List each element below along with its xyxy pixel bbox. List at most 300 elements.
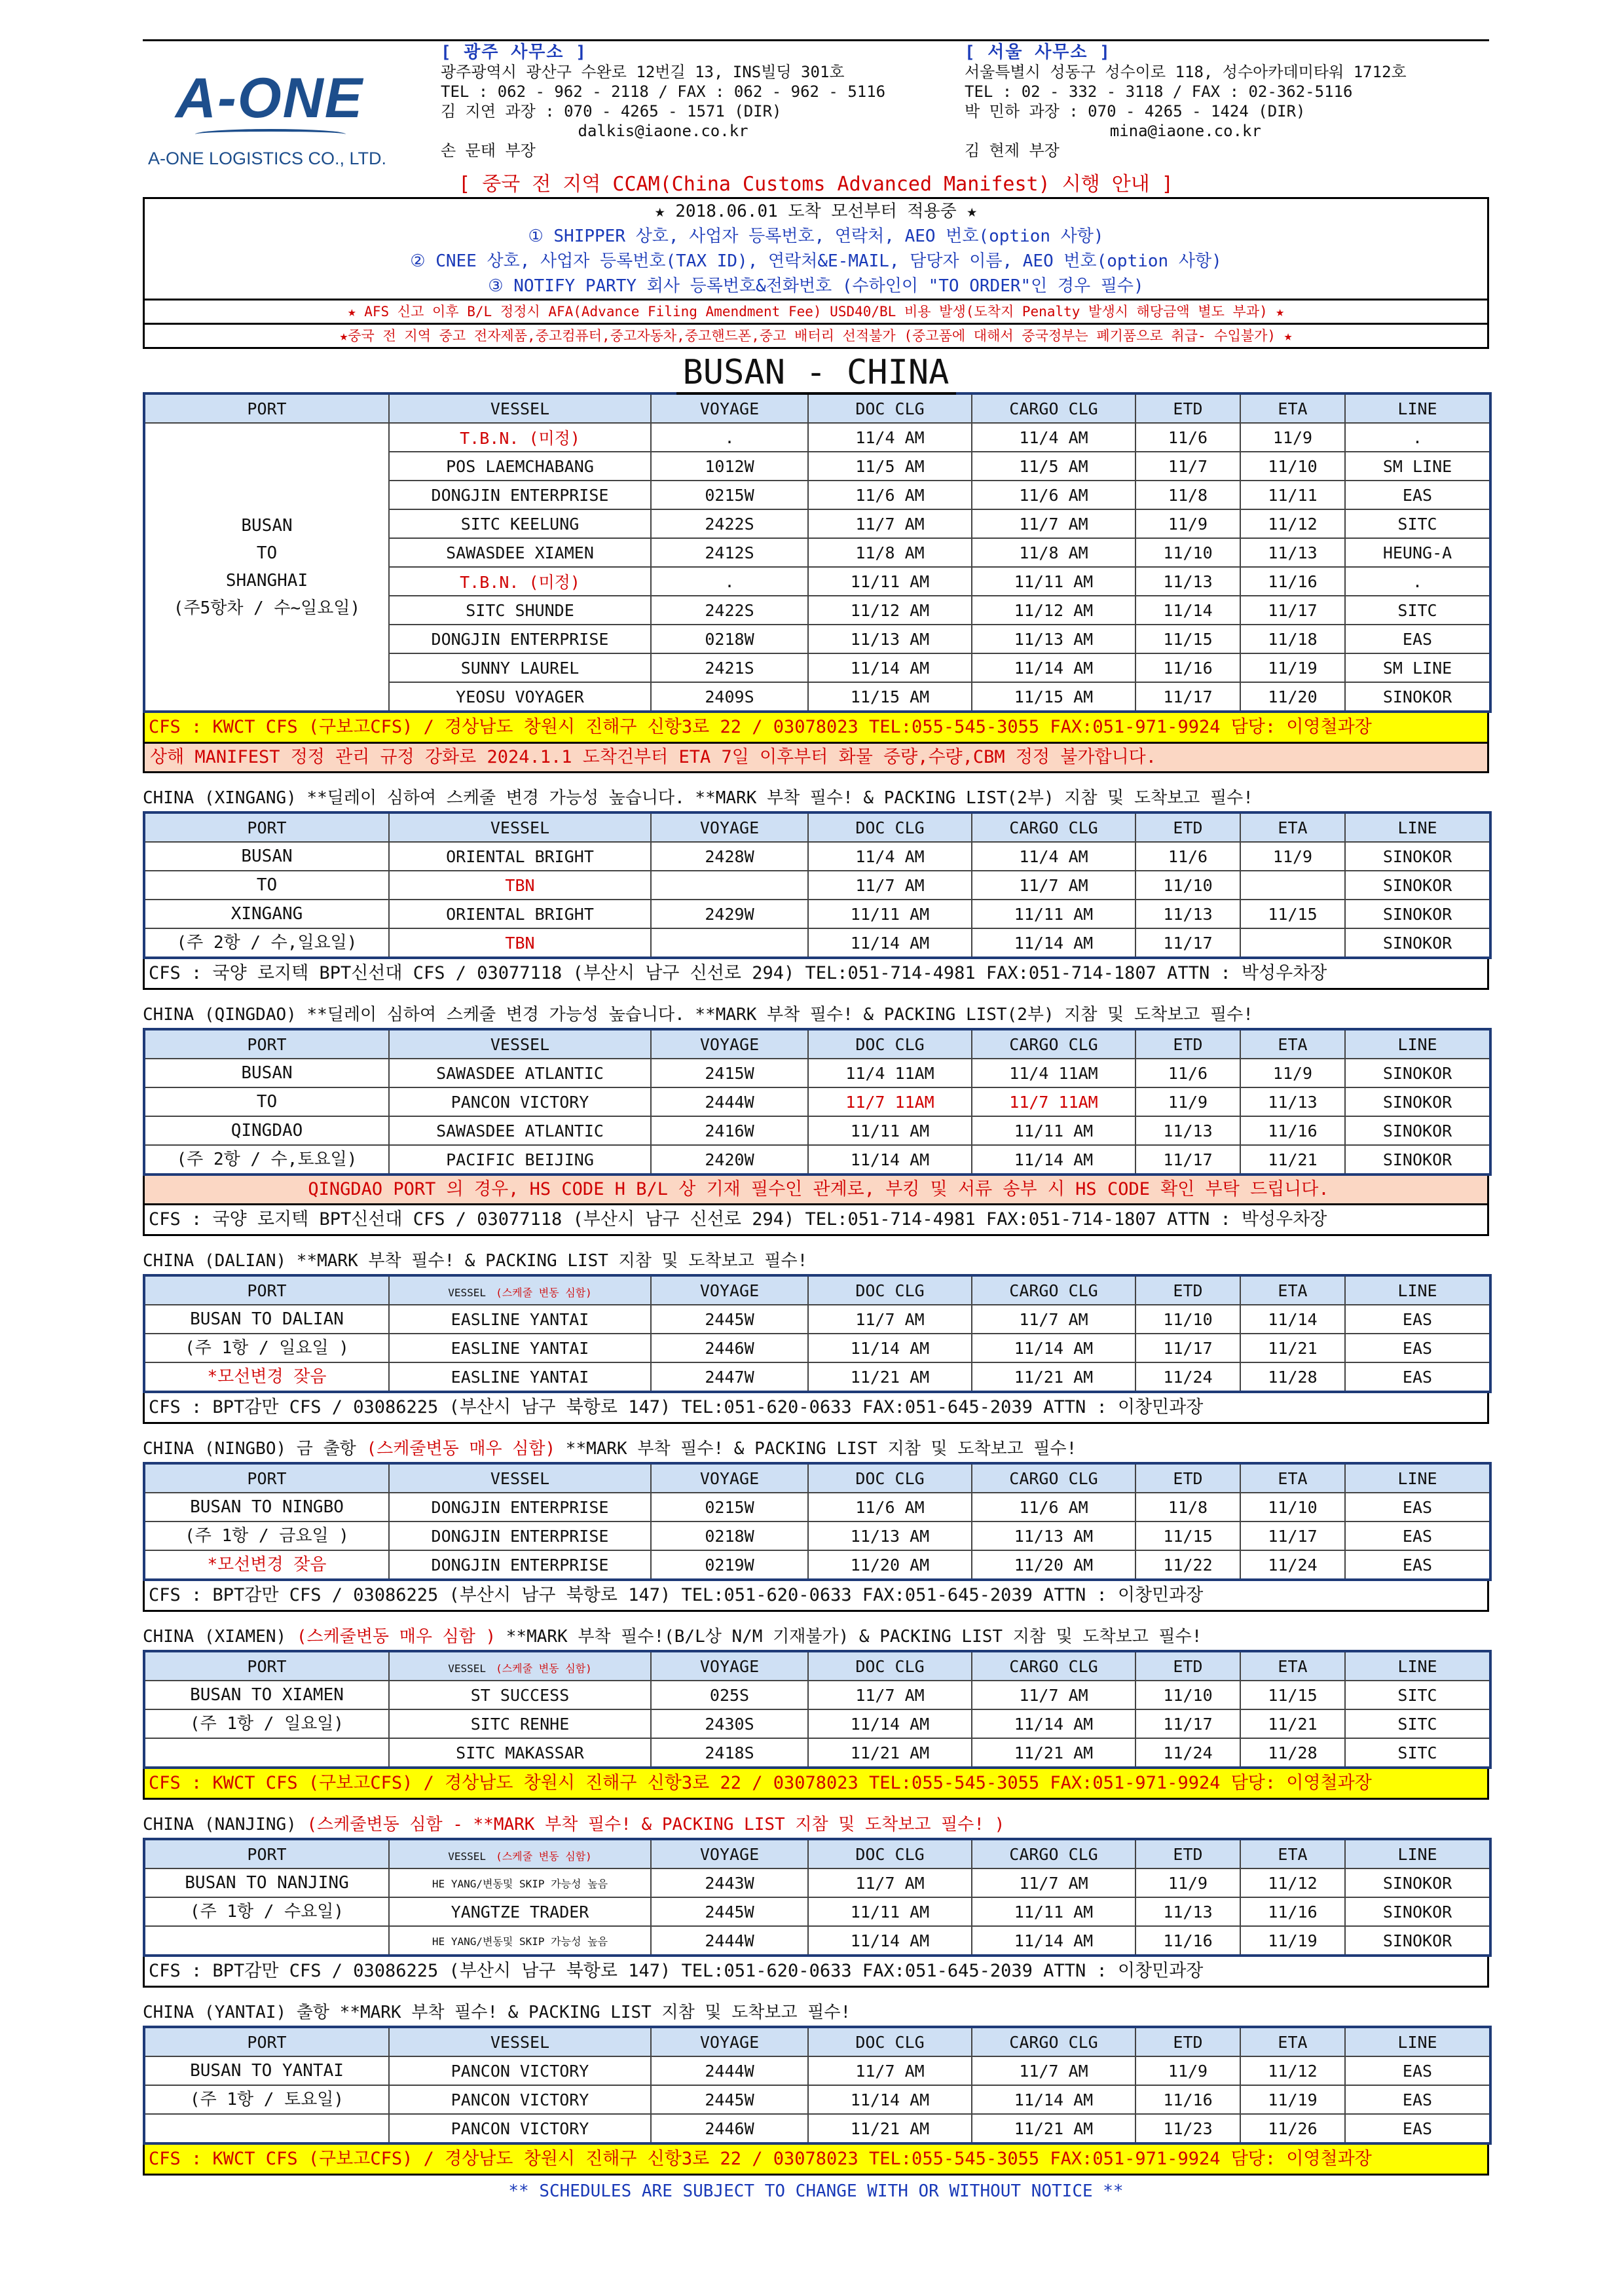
line-cell: SINOKOR xyxy=(1345,1087,1490,1116)
doc-cell: 11/11 AM xyxy=(808,1897,972,1926)
etd-cell: 11/22 xyxy=(1135,1550,1240,1580)
col-voyage: VOYAGE xyxy=(651,2027,808,2056)
vessel-cell: SITC RENHE xyxy=(389,1709,651,1738)
doc-cell: 11/6 AM xyxy=(808,481,972,509)
vessel-cell: YANGTZE TRADER xyxy=(389,1897,651,1926)
qingdao-schedule-table xyxy=(143,1028,1492,1176)
port-cell xyxy=(144,2114,389,2143)
doc-cell: 11/11 AM xyxy=(808,900,972,928)
col-eta: ETA xyxy=(1240,812,1345,842)
col-eta: ETA xyxy=(1240,1651,1345,1681)
section-title-note: (스케줄변동 매우 심함) xyxy=(366,1439,556,1459)
xiamen-schedule-table xyxy=(143,1650,1492,1769)
voyage-cell: 0218W xyxy=(651,1522,808,1550)
col-etd: ETD xyxy=(1135,1463,1240,1493)
vessel-cell: TBN xyxy=(389,928,651,958)
dalian-schedule-table xyxy=(143,1274,1492,1393)
logo-caption: A-ONE LOGISTICS CO., LTD. xyxy=(148,149,387,168)
doc-cell: 11/11 AM xyxy=(808,1116,972,1145)
etd-cell: 11/14 xyxy=(1135,596,1240,625)
line-cell: SINOKOR xyxy=(1345,1145,1490,1175)
line-cell: SINOKOR xyxy=(1345,1897,1490,1926)
etd-cell: 11/8 xyxy=(1135,1493,1240,1522)
vessel-cell: DONGJIN ENTERPRISE xyxy=(389,481,651,509)
vessel-cell: PANCON VICTORY xyxy=(389,2114,651,2143)
etd-cell: 11/6 xyxy=(1135,423,1240,452)
eta-cell: 11/17 xyxy=(1240,596,1345,625)
vessel-cell: HE YANG/변동및 SKIP 가능성 높음 xyxy=(389,1868,651,1897)
etd-cell: 11/10 xyxy=(1135,871,1240,900)
cargo-cell: 11/7 AM xyxy=(972,871,1135,900)
voyage-cell: 2446W xyxy=(651,2114,808,2143)
doc-cell: 11/7 AM xyxy=(808,1305,972,1334)
cfs-info: CFS : BPT감만 CFS / 03086225 (부산시 남구 북항로 147) TEL:051-620-0633 FAX:051-645-2039 ATTN : 이창민과장 xyxy=(143,1957,1489,1988)
table-row xyxy=(144,1493,1490,1522)
col-line: LINE xyxy=(1345,1275,1490,1305)
section-title xyxy=(143,1436,1489,1462)
table-row xyxy=(144,2114,1490,2143)
voyage-cell: 2444W xyxy=(651,2056,808,2085)
table-row xyxy=(144,1897,1490,1926)
cargo-cell: 11/14 AM xyxy=(972,928,1135,958)
letterhead xyxy=(143,39,1489,172)
table-header-row xyxy=(144,2027,1490,2056)
vessel-cell: DONGJIN ENTERPRISE xyxy=(389,1493,651,1522)
cfs-info: CFS : BPT감만 CFS / 03086225 (부산시 남구 북항로 147) TEL:051-620-0633 FAX:051-645-2039 ATTN : 이창민과장 xyxy=(143,1581,1489,1612)
office-contact: 김 지연 과장 : 070 - 4265 - 1571 (DIR) xyxy=(441,102,782,120)
col-line: LINE xyxy=(1345,2027,1490,2056)
table-header-row xyxy=(144,393,1490,423)
eta-cell xyxy=(1240,871,1345,900)
col-doc-clg: DOC CLG xyxy=(808,1275,972,1305)
eta-cell: 11/20 xyxy=(1240,682,1345,712)
line-cell: SINOKOR xyxy=(1345,1059,1490,1087)
doc-cell: 11/7 AM xyxy=(808,871,972,900)
port-cell: (주 2항 / 수,일요일) xyxy=(144,928,389,958)
col-eta: ETA xyxy=(1240,1275,1345,1305)
manifest-alert: 상해 MANIFEST 정정 관리 규정 강화로 2024.1.1 도착건부터 ETA 7일 이후부터 화물 중량,수량,CBM 정정 불가합니다. xyxy=(143,744,1489,773)
table-row xyxy=(144,842,1490,871)
etd-cell: 11/16 xyxy=(1135,1926,1240,1956)
voyage-cell xyxy=(651,928,808,958)
table-row xyxy=(144,1059,1490,1087)
cargo-cell: 11/7 AM xyxy=(972,2056,1135,2085)
vessel-cell: PANCON VICTORY xyxy=(389,2085,651,2114)
table-header-row xyxy=(144,1275,1490,1305)
port-cell: (주 1항 / 금요일 ) xyxy=(144,1522,389,1550)
col-port: PORT xyxy=(144,812,389,842)
voyage-cell: 0218W xyxy=(651,625,808,653)
col-cargo-clg: CARGO CLG xyxy=(972,1651,1135,1681)
table-row xyxy=(144,2085,1490,2114)
port-destination: SHANGHAI xyxy=(225,571,308,591)
port-cell xyxy=(144,1738,389,1768)
office-tel: TEL : 062 - 962 - 2118 / FAX : 062 - 962 - 5116 xyxy=(441,82,886,101)
eta-cell: 11/12 xyxy=(1240,1868,1345,1897)
col-voyage: VOYAGE xyxy=(651,1275,808,1305)
doc-cell: 11/11 AM xyxy=(808,567,972,596)
etd-cell: 11/17 xyxy=(1135,682,1240,712)
vessel-cell: HE YANG/변동및 SKIP 가능성 높음 xyxy=(389,1926,651,1956)
col-port: PORT xyxy=(144,1839,389,1868)
ccam-notice xyxy=(143,197,1489,301)
etd-cell: 11/15 xyxy=(1135,1522,1240,1550)
doc-cell: 11/12 AM xyxy=(808,596,972,625)
line-cell: SINOKOR xyxy=(1345,1926,1490,1956)
eta-cell: 11/21 xyxy=(1240,1334,1345,1362)
vessel-cell: TBN xyxy=(389,871,651,900)
line-cell: EAS xyxy=(1345,2114,1490,2143)
vessel-label: VESSEL xyxy=(448,1286,486,1299)
port-cell xyxy=(144,1926,389,1956)
col-eta: ETA xyxy=(1240,1029,1345,1059)
eta-cell: 11/16 xyxy=(1240,1897,1345,1926)
office-tel: TEL : 02 - 332 - 3118 / FAX : 02-362-5116 xyxy=(965,82,1353,101)
etd-cell: 11/15 xyxy=(1135,625,1240,653)
col-port: PORT xyxy=(144,1463,389,1493)
vessel-cell: ST SUCCESS xyxy=(389,1681,651,1709)
col-etd: ETD xyxy=(1135,2027,1240,2056)
line-cell: EAS xyxy=(1345,1334,1490,1362)
eta-cell: 11/10 xyxy=(1240,452,1345,481)
col-line: LINE xyxy=(1345,1463,1490,1493)
voyage-cell: 2418S xyxy=(651,1738,808,1768)
xingang-schedule-table xyxy=(143,811,1492,959)
line-cell: . xyxy=(1345,423,1490,452)
doc-cell: 11/14 AM xyxy=(808,928,972,958)
office-email[interactable]: dalkis@iaone.co.kr xyxy=(578,122,748,140)
etd-cell: 11/13 xyxy=(1135,900,1240,928)
col-doc-clg: DOC CLG xyxy=(808,812,972,842)
vessel-cell: SAWASDEE ATLANTIC xyxy=(389,1059,651,1087)
line-cell: EAS xyxy=(1345,625,1490,653)
voyage-cell: 2446W xyxy=(651,1334,808,1362)
port-to: TO xyxy=(256,543,278,563)
col-port: PORT xyxy=(144,1029,389,1059)
voyage-cell: 2416W xyxy=(651,1116,808,1145)
line-cell: EAS xyxy=(1345,1493,1490,1522)
section-title: CHINA (QINGDAO) **딜레이 심하여 스케줄 변경 가능성 높습니다. **MARK 부착 필수! & PACKING LIST(2부) 지참 및 도착보고 필수! xyxy=(143,1005,1253,1025)
eta-cell: 11/24 xyxy=(1240,1550,1345,1580)
voyage-cell: 2447W xyxy=(651,1362,808,1392)
voyage-cell: 2422S xyxy=(651,509,808,538)
doc-cell: 11/14 AM xyxy=(808,2085,972,2114)
col-cargo-clg: CARGO CLG xyxy=(972,812,1135,842)
schedule-document xyxy=(143,39,1489,2204)
port-cell: (주 1항 / 일요일) xyxy=(144,1709,389,1738)
eta-cell: 11/18 xyxy=(1240,625,1345,653)
col-etd: ETD xyxy=(1135,393,1240,423)
line-cell: SITC xyxy=(1345,596,1490,625)
office-email[interactable]: mina@iaone.co.kr xyxy=(1109,122,1261,140)
port-cell: BUSAN TO NANJING xyxy=(144,1868,389,1897)
etd-cell: 11/17 xyxy=(1135,1334,1240,1362)
cfs-info: CFS : KWCT CFS (구보고CFS) / 경상남도 창원시 진해구 신항3로 22 / 03078023 TEL:055-545-3055 FAX:051-971-9924 담당: 이영철과장 xyxy=(143,2145,1489,2176)
vessel-cell: PANCON VICTORY xyxy=(389,1087,651,1116)
etd-cell: 11/13 xyxy=(1135,1116,1240,1145)
vessel-cell: SUNNY LAUREL xyxy=(389,653,651,682)
line-cell: SINOKOR xyxy=(1345,928,1490,958)
eta-cell: 11/19 xyxy=(1240,653,1345,682)
table-row xyxy=(144,1522,1490,1550)
port-cell: (주 2항 / 수,토요일) xyxy=(144,1145,389,1175)
cargo-cell: 11/8 AM xyxy=(972,538,1135,567)
notice-line: ② CNEE 상호, 사업자 등록번호(TAX ID), 연락처&E-MAIL, 담당자 이름, AEO 번호(option 사항) xyxy=(410,251,1222,271)
col-eta: ETA xyxy=(1240,2027,1345,2056)
port-cell: (주 1항 / 일요일 ) xyxy=(144,1334,389,1362)
col-doc-clg: DOC CLG xyxy=(808,2027,972,2056)
voyage-cell: 2443W xyxy=(651,1868,808,1897)
table-row xyxy=(144,1709,1490,1738)
eta-cell: 11/21 xyxy=(1240,1145,1345,1175)
voyage-cell: 2429W xyxy=(651,900,808,928)
cargo-cell: 11/21 AM xyxy=(972,1738,1135,1768)
voyage-cell: 2445W xyxy=(651,1305,808,1334)
voyage-cell: 0215W xyxy=(651,481,808,509)
col-vessel xyxy=(389,1651,651,1681)
port-cell: BUSAN xyxy=(144,1059,389,1087)
cargo-cell: 11/7 AM xyxy=(972,1305,1135,1334)
voyage-cell: 1012W xyxy=(651,452,808,481)
port-cell: BUSAN TO XIAMEN xyxy=(144,1681,389,1709)
ningbo-schedule-table xyxy=(143,1462,1492,1581)
col-doc-clg: DOC CLG xyxy=(808,1839,972,1868)
cargo-cell: 11/4 AM xyxy=(972,842,1135,871)
route-title-text: BUSAN - CHINA xyxy=(676,353,956,395)
route-title xyxy=(143,353,1489,392)
col-etd: ETD xyxy=(1135,1275,1240,1305)
col-vessel: VESSEL xyxy=(389,812,651,842)
doc-cell: 11/21 AM xyxy=(808,2114,972,2143)
voyage-cell: 0219W xyxy=(651,1550,808,1580)
doc-cell: 11/4 AM xyxy=(808,842,972,871)
col-voyage: VOYAGE xyxy=(651,1651,808,1681)
eta-cell: 11/15 xyxy=(1240,1681,1345,1709)
line-cell: SITC xyxy=(1345,1681,1490,1709)
eta-cell: 11/16 xyxy=(1240,1116,1345,1145)
cargo-cell: 11/15 AM xyxy=(972,682,1135,712)
cfs-info: CFS : 국양 로지텍 BPT신선대 CFS / 03077118 (부산시 남구 신선로 294) TEL:051-714-4981 FAX:051-714-1807 ATTN : 박성우차장 xyxy=(143,959,1489,990)
eta-cell xyxy=(1240,928,1345,958)
col-vessel: VESSEL xyxy=(389,1463,651,1493)
voyage-cell: 2444W xyxy=(651,1926,808,1956)
table-row xyxy=(144,1550,1490,1580)
eta-cell: 11/9 xyxy=(1240,423,1345,452)
col-doc-clg: DOC CLG xyxy=(808,393,972,423)
col-vessel xyxy=(389,1839,651,1868)
port-cell xyxy=(144,423,389,712)
vessel-cell: EASLINE YANTAI xyxy=(389,1305,651,1334)
cargo-cell: 11/7 AM xyxy=(972,509,1135,538)
port-cell: BUSAN TO DALIAN xyxy=(144,1305,389,1334)
voyage-cell: 2430S xyxy=(651,1709,808,1738)
line-cell: EAS xyxy=(1345,2085,1490,2114)
col-eta: ETA xyxy=(1240,1463,1345,1493)
section-title-main: CHINA (XIAMEN) xyxy=(143,1627,297,1647)
voyage-cell: 025S xyxy=(651,1681,808,1709)
nanjing-schedule-table xyxy=(143,1838,1492,1957)
shanghai-schedule-table xyxy=(143,392,1492,713)
port-cell: BUSAN xyxy=(144,842,389,871)
voyage-cell: 2445W xyxy=(651,1897,808,1926)
voyage-cell: 2444W xyxy=(651,1087,808,1116)
eta-cell: 11/16 xyxy=(1240,567,1345,596)
doc-cell: 11/14 AM xyxy=(808,1334,972,1362)
gwangju-office xyxy=(441,43,885,160)
col-vessel: VESSEL xyxy=(389,2027,651,2056)
vessel-cell: SAWASDEE ATLANTIC xyxy=(389,1116,651,1145)
disclaimer-footer: ** SCHEDULES ARE SUBJECT TO CHANGE WITH OR WITHOUT NOTICE ** xyxy=(508,2181,1124,2201)
col-vessel: VESSEL xyxy=(389,1029,651,1059)
col-vessel: VESSEL xyxy=(389,393,651,423)
cargo-cell: 11/14 AM xyxy=(972,1709,1135,1738)
section-title xyxy=(143,1812,1489,1838)
etd-cell: 11/16 xyxy=(1135,653,1240,682)
etd-cell: 11/10 xyxy=(1135,1681,1240,1709)
cargo-cell: 11/6 AM xyxy=(972,481,1135,509)
table-row xyxy=(144,1116,1490,1145)
doc-cell: 11/7 AM xyxy=(808,1681,972,1709)
etd-cell: 11/9 xyxy=(1135,509,1240,538)
cargo-cell: 11/13 AM xyxy=(972,1522,1135,1550)
port-cell: TO xyxy=(144,871,389,900)
office-contact: 박 민하 과장 : 070 - 4265 - 1424 (DIR) xyxy=(965,102,1306,120)
cargo-cell: 11/12 AM xyxy=(972,596,1135,625)
col-voyage: VOYAGE xyxy=(651,393,808,423)
notice-line: ★ 2018.06.01 도착 모선부터 적용중 ★ xyxy=(654,202,978,221)
doc-cell: 11/6 AM xyxy=(808,1493,972,1522)
col-eta: ETA xyxy=(1240,393,1345,423)
eta-cell: 11/10 xyxy=(1240,1493,1345,1522)
hs-code-alert: QINGDAO PORT 의 경우, HS CODE H B/L 상 기재 필수인 관계로, 부킹 및 서류 송부 시 HS CODE 확인 부탁 드립니다. xyxy=(143,1176,1489,1205)
line-cell: SINOKOR xyxy=(1345,900,1490,928)
port-cell: BUSAN TO NINGBO xyxy=(144,1493,389,1522)
table-row xyxy=(144,1334,1490,1362)
seoul-office xyxy=(965,43,1407,160)
cargo-cell: 11/13 AM xyxy=(972,625,1135,653)
etd-cell: 11/10 xyxy=(1135,538,1240,567)
cargo-cell: 11/14 AM xyxy=(972,653,1135,682)
eta-cell: 11/11 xyxy=(1240,481,1345,509)
col-line: LINE xyxy=(1345,812,1490,842)
afa-warning: ★ AFS 신고 이후 B/L 정정시 AFA(Advance Filing Amendment Fee) USD40/BL 비용 발생(도착지 Penalty 발생시 해당금액 별도 부과) ★ xyxy=(143,301,1489,325)
office-address: 서울특별시 성동구 성수이로 118, 성수아카데미타워 1712호 xyxy=(965,63,1407,81)
cargo-cell: 11/7 AM xyxy=(972,1868,1135,1897)
table-row xyxy=(144,1681,1490,1709)
col-doc-clg: DOC CLG xyxy=(808,1029,972,1059)
line-cell: SINOKOR xyxy=(1345,1868,1490,1897)
col-line: LINE xyxy=(1345,393,1490,423)
voyage-cell: 2428W xyxy=(651,842,808,871)
table-row xyxy=(144,1926,1490,1956)
line-cell: SM LINE xyxy=(1345,452,1490,481)
cargo-cell: 11/7 11AM xyxy=(972,1087,1135,1116)
section-title-tail: **MARK 부착 필수! & PACKING LIST 지참 및 도착보고 필수! xyxy=(555,1439,1077,1459)
table-row xyxy=(144,871,1490,900)
doc-cell: 11/5 AM xyxy=(808,452,972,481)
eta-cell: 11/9 xyxy=(1240,842,1345,871)
cargo-cell: 11/11 AM xyxy=(972,1897,1135,1926)
table-row xyxy=(144,1362,1490,1392)
cargo-cell: 11/14 AM xyxy=(972,2085,1135,2114)
vessel-cell: YEOSU VOYAGER xyxy=(389,682,651,712)
cfs-info: CFS : 국양 로지텍 BPT신선대 CFS / 03077118 (부산시 남구 신선로 294) TEL:051-714-4981 FAX:051-714-1807 ATTN : 박성우차장 xyxy=(143,1205,1489,1236)
company-logo xyxy=(143,60,418,171)
table-header-row xyxy=(144,1029,1490,1059)
col-cargo-clg: CARGO CLG xyxy=(972,1275,1135,1305)
doc-cell: 11/15 AM xyxy=(808,682,972,712)
col-cargo-clg: CARGO CLG xyxy=(972,1839,1135,1868)
line-cell: . xyxy=(1345,567,1490,596)
eta-cell: 11/19 xyxy=(1240,1926,1345,1956)
office-title: [ 광주 사무소 ] xyxy=(441,43,587,62)
col-port: PORT xyxy=(144,2027,389,2056)
cargo-cell: 11/4 11AM xyxy=(972,1059,1135,1087)
port-cell: (주 1항 / 수요일) xyxy=(144,1897,389,1926)
doc-cell: 11/13 AM xyxy=(808,1522,972,1550)
vessel-cell: DONGJIN ENTERPRISE xyxy=(389,1522,651,1550)
line-cell: EAS xyxy=(1345,1550,1490,1580)
col-doc-clg: DOC CLG xyxy=(808,1463,972,1493)
section-title xyxy=(143,1624,1489,1650)
line-cell: EAS xyxy=(1345,481,1490,509)
table-row xyxy=(144,900,1490,928)
doc-cell: 11/14 AM xyxy=(808,1926,972,1956)
port-cell: XINGANG xyxy=(144,900,389,928)
line-cell: SINOKOR xyxy=(1345,871,1490,900)
port-frequency: (주5항차 / 수~일요일) xyxy=(173,598,361,618)
voyage-cell: . xyxy=(651,423,808,452)
cargo-cell: 11/6 AM xyxy=(972,1493,1135,1522)
voyage-cell xyxy=(651,871,808,900)
cargo-cell: 11/11 AM xyxy=(972,1116,1135,1145)
table-row xyxy=(144,1145,1490,1175)
line-cell: EAS xyxy=(1345,1305,1490,1334)
cargo-cell: 11/4 AM xyxy=(972,423,1135,452)
eta-cell: 11/19 xyxy=(1240,2085,1345,2114)
eta-cell: 11/9 xyxy=(1240,1059,1345,1087)
line-cell: HEUNG-A xyxy=(1345,538,1490,567)
vessel-label: VESSEL xyxy=(448,1662,486,1675)
eta-cell: 11/12 xyxy=(1240,2056,1345,2085)
voyage-cell: 0215W xyxy=(651,1493,808,1522)
line-cell: EAS xyxy=(1345,1362,1490,1392)
col-line: LINE xyxy=(1345,1029,1490,1059)
voyage-cell: 2412S xyxy=(651,538,808,567)
table-row xyxy=(144,1087,1490,1116)
port-cell: QINGDAO xyxy=(144,1116,389,1145)
table-header-row xyxy=(144,812,1490,842)
col-cargo-clg: CARGO CLG xyxy=(972,2027,1135,2056)
section-title: CHINA (YANTAI) 출항 **MARK 부착 필수! & PACKING LIST 지참 및 도착보고 필수! xyxy=(143,2003,851,2022)
etd-cell: 11/24 xyxy=(1135,1362,1240,1392)
cargo-cell: 11/11 AM xyxy=(972,567,1135,596)
doc-cell: 11/21 AM xyxy=(808,1738,972,1768)
table-header-row xyxy=(144,1651,1490,1681)
col-port: PORT xyxy=(144,393,389,423)
col-voyage: VOYAGE xyxy=(651,1839,808,1868)
etd-cell: 11/17 xyxy=(1135,1145,1240,1175)
doc-cell: 11/4 11AM xyxy=(808,1059,972,1087)
section-title-main: CHINA (NANJING) xyxy=(143,1815,307,1834)
doc-cell: 11/7 AM xyxy=(808,509,972,538)
col-etd: ETD xyxy=(1135,1839,1240,1868)
eta-cell: 11/15 xyxy=(1240,900,1345,928)
eta-cell: 11/12 xyxy=(1240,509,1345,538)
yantai-schedule-table xyxy=(143,2026,1492,2145)
col-cargo-clg: CARGO CLG xyxy=(972,1463,1135,1493)
cfs-info: CFS : KWCT CFS (구보고CFS) / 경상남도 창원시 진해구 신항3로 22 / 03078023 TEL:055-545-3055 FAX:051-971-9924 담당: 이영철과장 xyxy=(143,1769,1489,1800)
